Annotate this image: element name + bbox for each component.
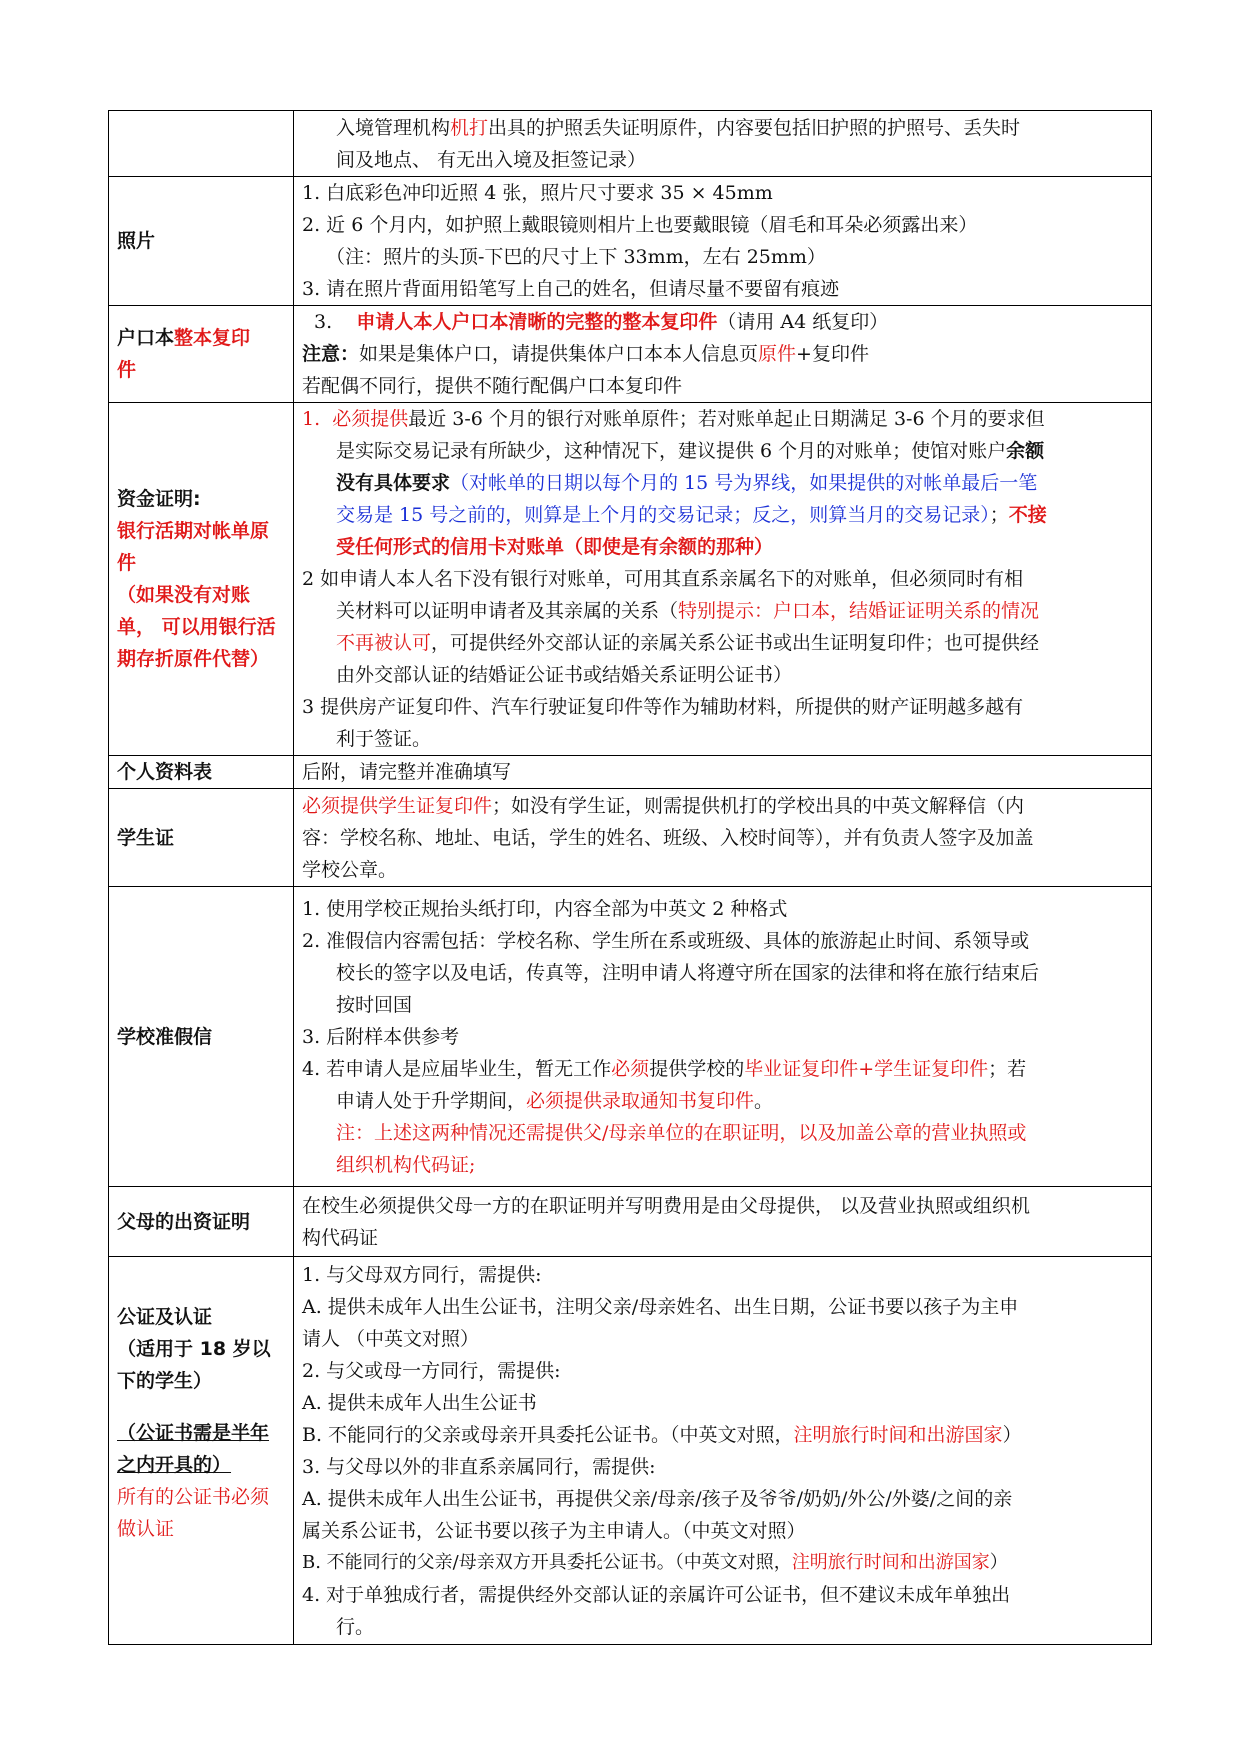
text: 校长的签字以及电话，传真等，注明申请人将遵守所在国家的法律和将在旅行结束后 bbox=[336, 961, 1040, 984]
row-content: 1. 与父母双方同行，需提供: A. 提供未成年人出生公证书，注明父亲/母亲姓名、出生日期，公证书要以孩子为主申 请人 （中英文对照） 2. 与父或母一方同行，需提供: A. 提供未成年人出生公证书 B. 不能同行的父亲或母亲开具委托公证书。（中英文对照，注明旅行时间和出游国家） 3. 与父母以外的非直系亲属同行，需提供: A. 提供未成年人出生公证书，再提供父亲/母亲/孩子及爷爷/奶奶/外公/外婆/之间的亲 属关系公证书，公证书要以孩子为主申请人。（中英文对照） B. 不能同行的父亲/母亲双方开具委托公证书。（中英文对照，注明旅行时间和出游国家） 4. 对于单独成行者，需提供经外交部认证的亲属许可公证书，但不建议未成年单独出 行。 bbox=[294, 1257, 1152, 1645]
row-label-personal-info: 个人资料表 bbox=[109, 756, 294, 789]
list-item: 1. 与父母双方同行，需提供: bbox=[302, 1263, 542, 1286]
text: 由外交部认证的结婚证公证书或结婚关系证明公证书） bbox=[336, 664, 793, 686]
table-row bbox=[109, 789, 1152, 887]
highlight-text: 受任何形式的信用卡对账单（即使是有余额的那种） bbox=[336, 536, 774, 558]
text: 按时回国 bbox=[336, 993, 413, 1016]
highlight-text: 机打 bbox=[450, 116, 489, 139]
list-item: 3 提供房产证复印件、汽车行驶证复印件等作为辅助材料，所提供的财产证明越多越有 bbox=[302, 696, 1024, 718]
text: 出具的护照丢失证明原件，内容要包括旧护照的护照号、丢失时 bbox=[488, 116, 1021, 139]
list-item: 3. 后附样本供参考 bbox=[302, 1025, 460, 1048]
row-label-notarization: 公证及认证 （适用于 18 岁以下的学生） （公证书需是半年之内开具的） 所有的公证书必须做认证 bbox=[109, 1257, 294, 1645]
table-row bbox=[109, 1257, 1152, 1645]
list-item: 2. 准假信内容需包括：学校名称、学生所在系或班级、具体的旅游起止时间、系领导或 bbox=[302, 929, 1030, 952]
row-label-photo: 照片 bbox=[109, 177, 294, 306]
row-content: 1. 使用学校正规抬头纸打印，内容全部为中英文 2 种格式 2. 准假信内容需包括：学校名称、学生所在系或班级、具体的旅游起止时间、系领导或 校长的签字以及电话，传真等，注明申请人将遵守所在国家的法律和将在旅行结束后 按时回国 3. 后附样本供参考 4. 若申请人是应届毕业生，暂无工作必须提供学校的毕业证复印件+学生证复印件；若 申请人处于升学期间，必须提供录取通知书复印件。 注：上述这两种情况还需提供父/母亲单位的在职证明，以及加盖公章的营业执照或 组织机构代码证; bbox=[294, 887, 1152, 1187]
red-note: 注：上述这两种情况还需提供父/母亲单位的在职证明，以及加盖公章的营业执照或 bbox=[336, 1121, 1027, 1144]
highlight-text: 必须提供 bbox=[332, 408, 409, 430]
table-row bbox=[109, 111, 1152, 177]
row-content: 后附，请完整并准确填写 bbox=[294, 756, 1152, 789]
row-content: 1. 必须提供最近 3-6 个月的银行对账单原件；若对账单起止日期满足 3-6 个月的要求但 是实际交易记录有所缺少，这种情况下，建议提供 6 个月的对账单；使馆对账户余额 没有具体要求（对帐单的日期以每个月的 15 号为界线，如果提供的对帐单最后一笔 交易是 15 号之前的，则算是上个月的交易记录；反之，则算当月的交易记录）；不接 受任何形式的信用卡对账单（即使是有余额的那种） 2 如申请人本人名下没有银行对账单，可用其直系亲属名下的对账单，但必须同时有相 关材料可以证明申请者及其亲属的关系（特别提示：户口本，结婚证证明关系的情况 不再被认可，可提供经外交部认证的亲属关系公证书或出生证明复印件；也可提供经 由外交部认证的结婚证公证书或结婚关系证明公证书） 3 提供房产证复印件、汽车行驶证复印件等作为辅助材料，所提供的财产证明越多越有 利于签证。 bbox=[294, 403, 1152, 756]
table-row bbox=[109, 887, 1152, 1187]
row-content: 3. 申请人本人户口本清晰的完整的整本复印件（请用 A4 纸复印） 注意：如果是集体户口，请提供集体户口本本人信息页原件+复印件 若配偶不同行，提供不随行配偶户口本复印件 bbox=[294, 306, 1152, 403]
table-row bbox=[109, 177, 1152, 306]
text: 若配偶不同行，提供不随行配偶户口本复印件 bbox=[302, 375, 683, 397]
table-row bbox=[109, 1187, 1152, 1257]
text: 利于签证。 bbox=[336, 728, 432, 750]
text: 容：学校名称、地址、电话，学生的姓名、班级、入校时间等），并有负责人签字及加盖 bbox=[302, 826, 1034, 849]
requirements-table bbox=[108, 110, 1152, 1645]
row-content bbox=[294, 111, 1152, 177]
text: 间及地点、 有无出入境及拒签记录） bbox=[336, 148, 647, 171]
text: 入境管理机构 bbox=[336, 116, 451, 139]
text: 学校公章。 bbox=[302, 858, 398, 881]
text: 在校生必须提供父母一方的在职证明并写明费用是由父母提供， 以及营业执照或组织机 bbox=[302, 1194, 1031, 1217]
table-row bbox=[109, 306, 1152, 403]
table-row bbox=[109, 756, 1152, 789]
list-item: 2 如申请人本人名下没有银行对账单，可用其直系亲属名下的对账单，但必须同时有相 bbox=[302, 568, 1024, 590]
highlight-text: 必须提供学生证复印件 bbox=[302, 794, 493, 817]
row-content bbox=[294, 177, 1152, 306]
list-item: A. 提供未成年人出生公证书，注明父亲/母亲姓名、出生日期，公证书要以孩子为主申 bbox=[302, 1295, 1019, 1318]
blue-note: （对帐单的日期以每个月的 15 号为界线，如果提供的对帐单最后一笔 bbox=[450, 472, 1038, 494]
row-label-hukou: 户口本整本复印 件 bbox=[109, 306, 294, 403]
row-label-student-id: 学生证 bbox=[109, 789, 294, 887]
note-text: （注：照片的头顶-下巴的尺寸上下 33mm，左右 25mm） bbox=[326, 246, 826, 268]
row-content: 必须提供学生证复印件；如没有学生证，则需提供机打的学校出具的中英文解释信（内 容：学校名称、地址、电话，学生的姓名、班级、入校时间等），并有负责人签字及加盖 学校公章。 bbox=[294, 789, 1152, 887]
text: 构代码证 bbox=[302, 1226, 379, 1249]
row-label-parents-funding: 父母的出资证明 bbox=[109, 1187, 294, 1257]
list-item: 3. 与父母以外的非直系亲属同行，需提供: bbox=[302, 1455, 656, 1478]
highlight-text: 申请人本人户口本清晰的完整的整本复印件 bbox=[356, 311, 718, 333]
table-row bbox=[109, 403, 1152, 756]
text: 请人 （中英文对照） bbox=[302, 1327, 480, 1350]
text: 行。 bbox=[336, 1615, 375, 1638]
list-item: 2. 与父或母一方同行，需提供: bbox=[302, 1359, 561, 1382]
blue-note: 交易是 15 号之前的，则算是上个月的交易记录；反之，则算当月的交易记录） bbox=[336, 504, 990, 526]
row-content bbox=[294, 1187, 1152, 1257]
row-label-funds: 资金证明: 银行活期对帐单原件 （如果没有对账单， 可以用银行活期存折原件代替） bbox=[109, 403, 294, 756]
row-label-empty bbox=[109, 111, 294, 177]
list-item: A. 提供未成年人出生公证书 bbox=[302, 1391, 537, 1414]
row-label-leave-letter: 学校准假信 bbox=[109, 887, 294, 1187]
list-item: A. 提供未成年人出生公证书，再提供父亲/母亲/孩子及爷爷/奶奶/外公/外婆/之间的亲 bbox=[302, 1487, 1013, 1510]
list-item: 1. 白底彩色冲印近照 4 张，照片尺寸要求 35 × 45mm bbox=[302, 182, 773, 204]
list-item: 4. 对于单独成行者，需提供经外交部认证的亲属许可公证书，但不建议未成年单独出 bbox=[302, 1583, 1011, 1606]
list-item: 2. 近 6 个月内，如护照上戴眼镜则相片上也要戴眼镜（眉毛和耳朵必须露出来） bbox=[302, 214, 978, 236]
text: 属关系公证书，公证书要以孩子为主申请人。（中英文对照） bbox=[302, 1519, 806, 1542]
red-note: 组织机构代码证; bbox=[336, 1153, 476, 1176]
list-item: 3. 请在照片背面用铅笔写上自己的姓名，但请尽量不要留有痕迹 bbox=[302, 278, 840, 300]
list-item: 1. 使用学校正规抬头纸打印，内容全部为中英文 2 种格式 bbox=[302, 897, 788, 920]
